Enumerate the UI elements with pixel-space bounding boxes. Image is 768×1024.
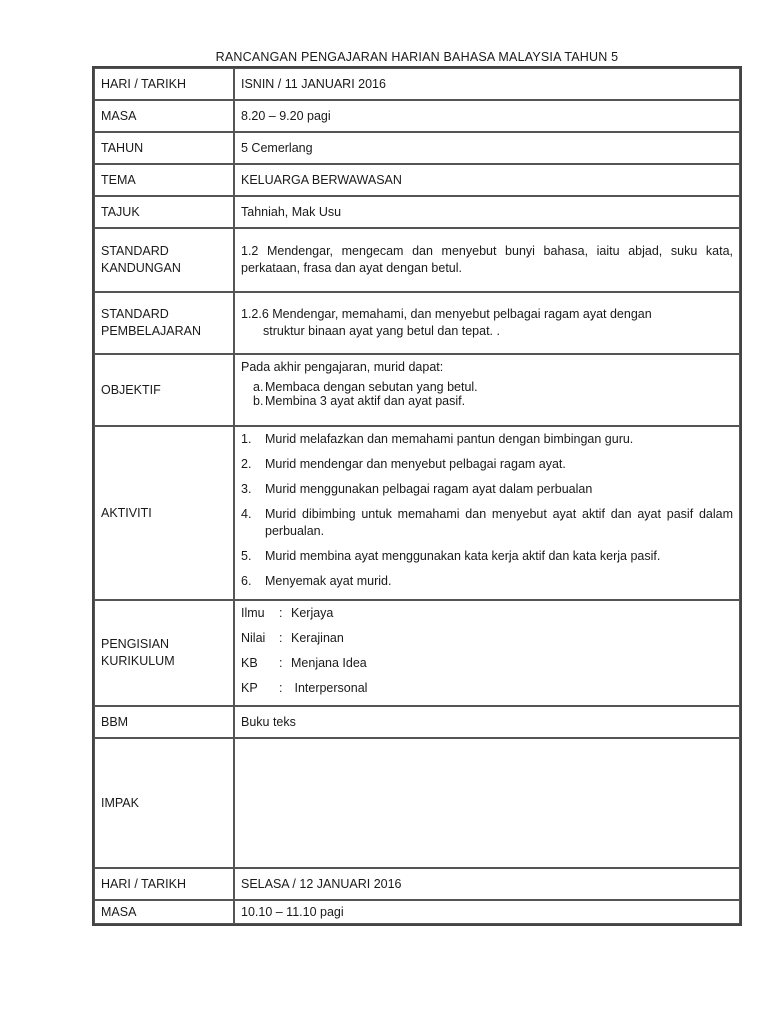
label-tahun: TAHUN — [94, 132, 234, 164]
label-masa-2: MASA — [94, 900, 234, 924]
value-objektif — [234, 354, 740, 426]
list-item: 3. Murid menggunakan pelbagai ragam ayat dalam perbualan — [241, 482, 593, 496]
value-bbm: Buku teks — [234, 706, 740, 738]
label-pengisian-kurikulum — [94, 600, 234, 706]
aktiviti-list — [241, 431, 733, 590]
row-standard-pembelajaran — [94, 292, 740, 354]
label-standard-pembelajaran-line1: STANDARD — [101, 307, 169, 321]
list-item: 4. Murid dibimbing untuk memahami dan menyebut ayat aktif dan ayat pasif dalam perbualan. — [241, 507, 733, 538]
label-tajuk: TAJUK — [94, 196, 234, 228]
value-tema: KELUARGA BERWAWASAN — [234, 164, 740, 196]
value-hari-tarikh-2: SELASA / 12 JANUARI 2016 — [234, 868, 740, 900]
label-masa: MASA — [94, 100, 234, 132]
label-standard-kandungan-line1: STANDARD — [101, 244, 169, 258]
label-impak: IMPAK — [94, 738, 234, 868]
value-aktiviti — [234, 426, 740, 600]
value-hari-tarikh: ISNIN / 11 JANUARI 2016 — [234, 68, 740, 100]
row-masa-2 — [94, 900, 740, 924]
label-hari-tarikh: HARI / TARIKH — [94, 68, 234, 100]
objektif-list — [241, 380, 733, 408]
value-pengisian-kurikulum — [234, 600, 740, 706]
value-standard-pembelajaran-line1: 1.2.6 Mendengar, memahami, dan menyebut pelbagai ragam ayat dengan — [241, 307, 652, 321]
row-pengisian-kurikulum — [94, 600, 740, 706]
row-tajuk — [94, 196, 740, 228]
row-objektif — [94, 354, 740, 426]
label-aktiviti: AKTIVITI — [94, 426, 234, 600]
value-standard-pembelajaran — [234, 292, 740, 354]
value-standard-pembelajaran-line2: struktur binaan ayat yang betul dan tepat. . — [263, 324, 500, 338]
list-item: KP : Interpersonal — [241, 681, 368, 695]
label-standard-pembelajaran — [94, 292, 234, 354]
value-tajuk: Tahniah, Mak Usu — [234, 196, 740, 228]
label-standard-kandungan — [94, 228, 234, 292]
label-objektif: OBJEKTIF — [94, 354, 234, 426]
row-tema — [94, 164, 740, 196]
row-masa — [94, 100, 740, 132]
list-item: b. Membina 3 ayat aktif dan ayat pasif. — [253, 394, 466, 408]
document-title: RANCANGAN PENGAJARAN HARIAN BAHASA MALAYSIA TAHUN 5 — [215, 50, 619, 64]
row-hari-tarikh — [94, 68, 740, 100]
label-hari-tarikh-2: HARI / TARIKH — [94, 868, 234, 900]
value-masa: 8.20 – 9.20 pagi — [234, 100, 740, 132]
label-pengisian-kurikulum-line1: PENGISIAN — [101, 637, 170, 651]
label-standard-pembelajaran-line2: PEMBELAJARAN — [101, 324, 202, 338]
label-standard-kandungan-line2: KANDUNGAN — [101, 261, 181, 275]
value-masa-2: 10.10 – 11.10 pagi — [234, 900, 740, 924]
list-item: 6. Menyemak ayat murid. — [241, 574, 392, 588]
label-bbm: BBM — [94, 706, 234, 738]
list-item: Ilmu : Kerjaya — [241, 606, 334, 620]
list-item: 1. Murid melafazkan dan memahami pantun dengan bimbingan guru. — [241, 432, 634, 446]
list-item: 5. Murid membina ayat menggunakan kata kerja aktif dan kata kerja pasif. — [241, 549, 661, 563]
label-pengisian-kurikulum-line2: KURIKULUM — [101, 654, 175, 668]
row-standard-kandungan — [94, 228, 740, 292]
lesson-plan-table — [92, 66, 742, 926]
row-tahun — [94, 132, 740, 164]
row-hari-tarikh-2 — [94, 868, 740, 900]
list-item: 2. Murid mendengar dan menyebut pelbagai ragam ayat. — [241, 457, 566, 471]
value-impak — [234, 738, 740, 868]
list-item: KB : Menjana Idea — [241, 656, 367, 670]
list-item: a. Membaca dengan sebutan yang betul. — [253, 380, 478, 394]
row-impak — [94, 738, 740, 868]
list-item: Nilai : Kerajinan — [241, 631, 344, 645]
row-aktiviti — [94, 426, 740, 600]
value-tahun: 5 Cemerlang — [234, 132, 740, 164]
label-tema: TEMA — [94, 164, 234, 196]
objektif-intro: Pada akhir pengajaran, murid dapat: — [241, 360, 444, 374]
value-standard-kandungan: 1.2 Mendengar, mengecam dan menyebut bunyi bahasa, iaitu abjad, suku kata, perkataan, frasa dan ayat dengan betul. — [234, 228, 740, 292]
row-bbm — [94, 706, 740, 738]
